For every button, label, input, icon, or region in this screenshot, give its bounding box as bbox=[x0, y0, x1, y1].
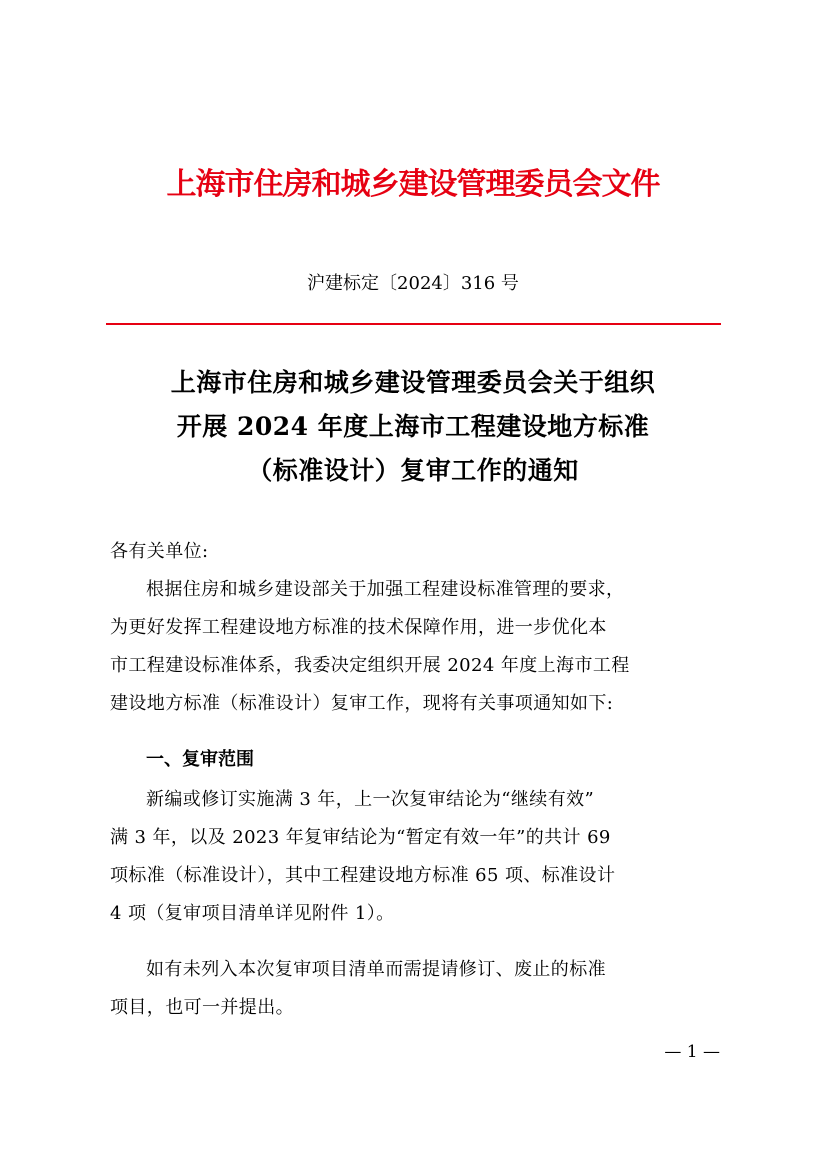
paragraph-line: 建设地方标准（标准设计）复审工作，现将有关事项通知如下: bbox=[110, 693, 614, 714]
salutation: 各有关单位: bbox=[110, 541, 209, 562]
paragraph-line: 满 3 年，以及 2023 年复审结论为“暂定有效一年”的共计 69 bbox=[110, 827, 611, 848]
scope-paragraph bbox=[110, 781, 720, 933]
document-number: 沪建标定〔2024〕316 号 bbox=[307, 273, 519, 294]
paragraph-line: 市工程建设标准体系，我委决定组织开展 2024 年度上海市工程 bbox=[110, 655, 630, 676]
paragraph-line: 如有未列入本次复审项目清单而需提请修订、废止的标准 bbox=[146, 959, 606, 980]
issuer-title: 上海市住房和城乡建设管理委员会文件 bbox=[166, 167, 660, 202]
notice-title-line: 上海市住房和城乡建设管理委员会关于组织 bbox=[170, 368, 656, 397]
notice-title-line: （标准设计）复审工作的通知 bbox=[247, 456, 579, 485]
additional-items-paragraph bbox=[110, 951, 720, 1027]
paragraph-line: 项标准（标准设计），其中工程建设地方标准 65 项、标准设计 bbox=[110, 865, 616, 886]
page-number: — 1 — bbox=[664, 1042, 720, 1062]
intro-paragraph bbox=[110, 571, 720, 723]
paragraph-line: 项目，也可一并提出。 bbox=[110, 997, 294, 1018]
section-heading-scope: 一、复审范围 bbox=[146, 749, 254, 770]
notice-title bbox=[0, 361, 826, 493]
paragraph-line: 为更好发挥工程建设地方标准的技术保障作用，进一步优化本 bbox=[110, 617, 607, 638]
paragraph-line: 新编或修订实施满 3 年，上一次复审结论为“继续有效” bbox=[146, 789, 595, 810]
paragraph-line: 根据住房和城乡建设部关于加强工程建设标准管理的要求， bbox=[146, 579, 625, 600]
paragraph-line: 4 项（复审项目清单详见附件 1）。 bbox=[110, 903, 395, 924]
red-separator-rule bbox=[106, 323, 721, 325]
notice-title-line: 开展 2024 年度上海市工程建设地方标准 bbox=[176, 412, 650, 441]
